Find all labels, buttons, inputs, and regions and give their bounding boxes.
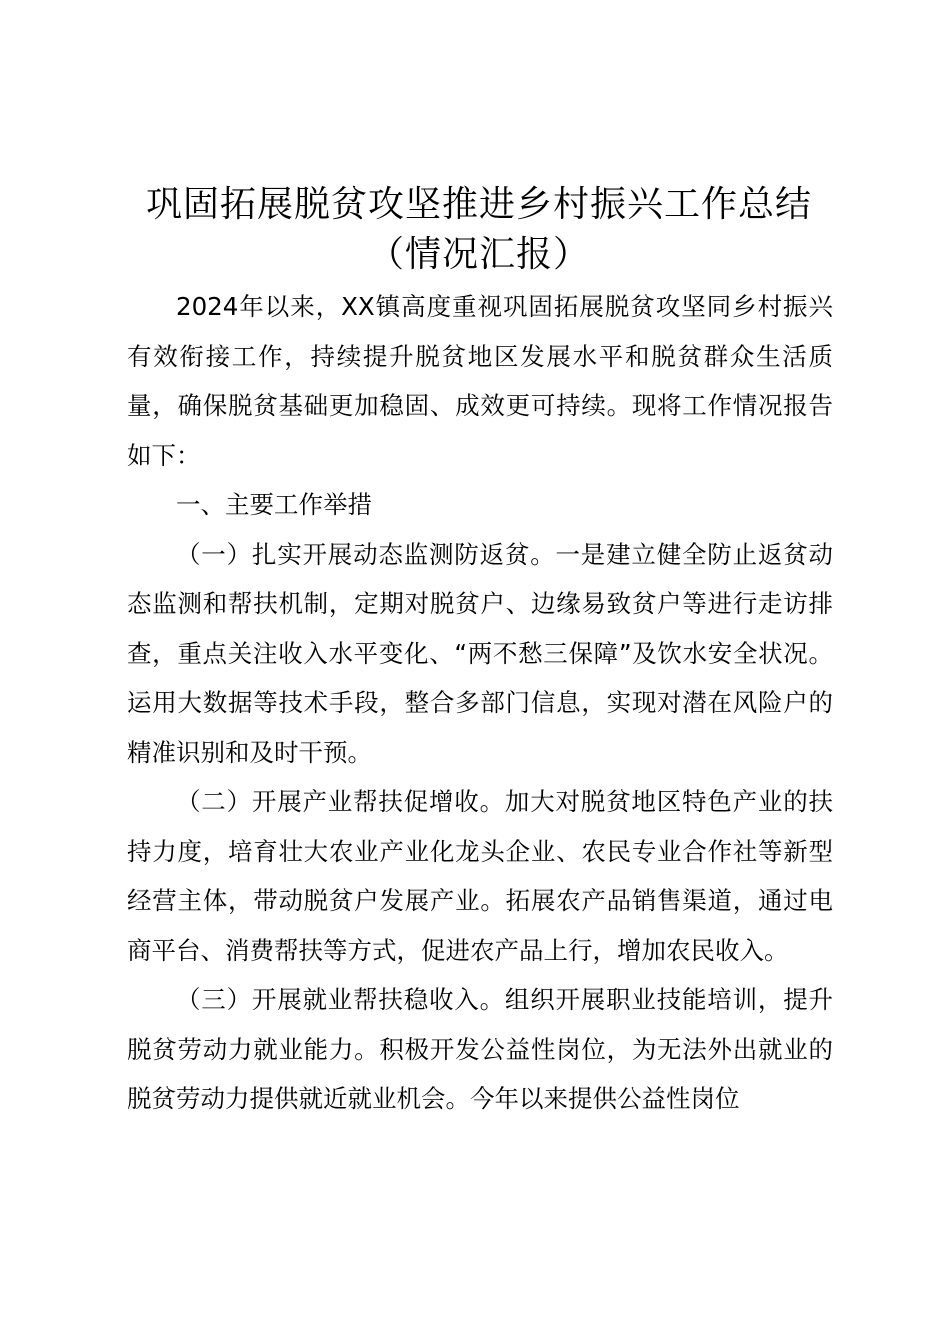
item-paragraph-1: （一）扎实开展动态监测防返贫。一是建立健全防止返贫动态监测和帮扶机制，定期对脱贫户、边缘易致贫户等进行走访排查，重点关注收入水平变化、“两不愁三保障”及饮水安全状况。运用大数据等技术手段，整合多部门信息，实现对潜在风险户的精准识别和及时干预。 xyxy=(127,539,833,767)
item-paragraph-2: （二）开展产业帮扶促增收。加大对脱贫地区特色产业的扶持力度，培育壮大农业产业化龙头企业、农民专业合作社等新型经营主体，带动脱贫户发展产业。拓展农产品销售渠道，通过电商平台、消费帮扶等方式，促进农产品上行，增加农民收入。 xyxy=(127,787,833,965)
document-body xyxy=(127,282,833,1124)
item-paragraph-3: （三）开展就业帮扶稳收入。组织开展职业技能培训，提升脱贫劳动力就业能力。积极开发公益性岗位，为无法外出就业的脱贫劳动力提供就近就业机会。今年以来提供公益性岗位 xyxy=(127,985,833,1113)
section-heading: 一、主要工作举措 xyxy=(176,490,372,519)
intro-paragraph: 2024年以来，XX镇高度重视巩固拓展脱贫攻坚同乡村振兴有效衔接工作，持续提升脱贫地区发展水平和脱贫群众生活质量，确保脱贫基础更加稳固、成效更可持续。现将工作情况报告如下： xyxy=(127,292,833,470)
document-title: 巩固拓展脱贫攻坚推进乡村振兴工作总结（情况汇报） xyxy=(145,184,812,275)
